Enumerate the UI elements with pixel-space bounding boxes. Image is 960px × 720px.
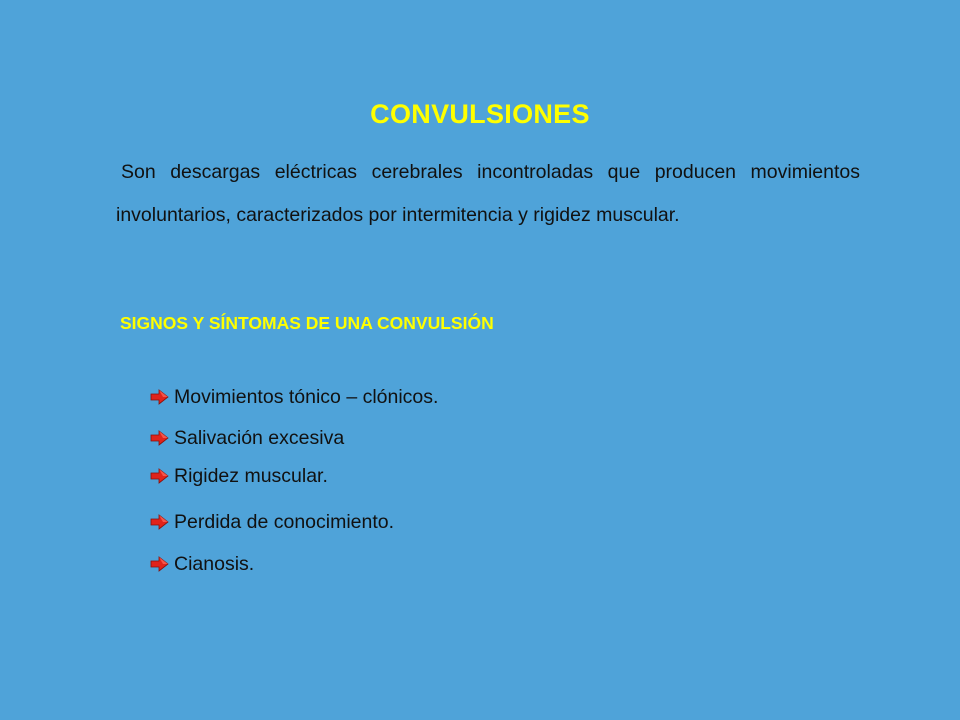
- symptom-text: Rigidez muscular.: [174, 465, 328, 487]
- symptom-text: Cianosis.: [174, 553, 255, 575]
- red-arrow-icon: [150, 430, 169, 446]
- list-item: [150, 424, 344, 452]
- list-item: [150, 462, 328, 490]
- definition-paragraph: Son descargas eléctricas cerebrales incontroladas que producen movimientos involuntarios, caracterizados por intermitencia y rigidez muscular.: [116, 161, 860, 226]
- list-item: [150, 383, 438, 411]
- symptom-text: Perdida de conocimiento.: [174, 511, 395, 533]
- list-item: [150, 508, 394, 536]
- red-arrow-icon: [150, 514, 169, 530]
- red-arrow-icon: [150, 389, 169, 405]
- list-item: [150, 550, 254, 578]
- symptom-text: Salivación excesiva: [174, 427, 345, 449]
- red-arrow-icon: [150, 468, 169, 484]
- symptom-text: Movimientos tónico – clónicos.: [174, 386, 439, 408]
- red-arrow-icon: [150, 556, 169, 572]
- slide-title: CONVULSIONES: [370, 99, 590, 129]
- section-subtitle: SIGNOS Y SÍNTOMAS DE UNA CONVULSIÓN: [120, 313, 494, 333]
